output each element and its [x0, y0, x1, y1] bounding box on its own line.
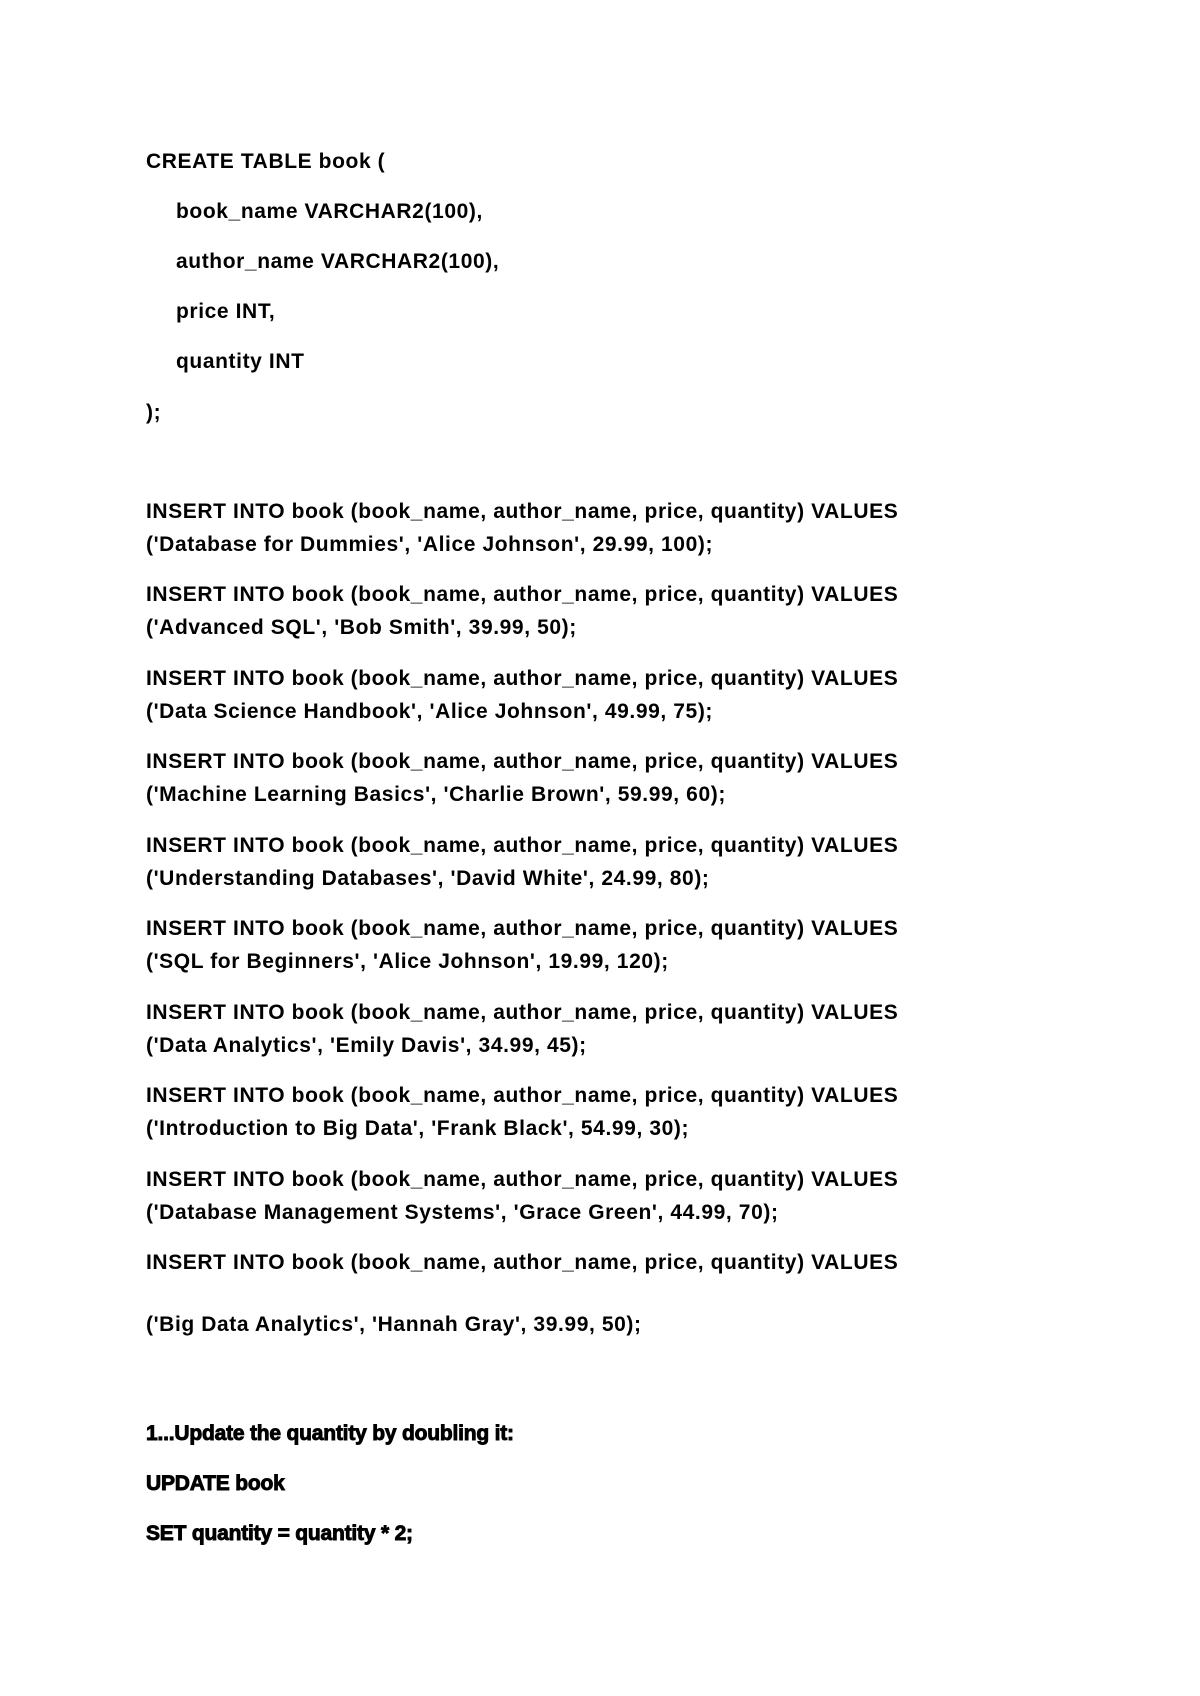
- insert-5-line2: ('Understanding Databases', 'David White', 24.99, 80);: [146, 867, 710, 890]
- insert-2-line1: INSERT INTO book (book_name, author_name, price, quantity) VALUES: [146, 583, 899, 606]
- insert-7-line2: ('Data Analytics', 'Emily Davis', 34.99, 45);: [146, 1034, 587, 1057]
- insert-6-line1: INSERT INTO book (book_name, author_name, price, quantity) VALUES: [146, 917, 899, 940]
- insert-9-line2: ('Database Management Systems', 'Grace Green', 44.99, 70);: [146, 1201, 779, 1224]
- insert-9-line1: INSERT INTO book (book_name, author_name, price, quantity) VALUES: [146, 1168, 899, 1191]
- column-author-name: author_name VARCHAR2(100),: [176, 250, 500, 273]
- set-statement: SET quantity = quantity * 2;: [146, 1522, 413, 1545]
- insert-3-line1: INSERT INTO book (book_name, author_name, price, quantity) VALUES: [146, 667, 899, 690]
- insert-3-line2: ('Data Science Handbook', 'Alice Johnson', 49.99, 75);: [146, 700, 714, 723]
- insert-4-line1: INSERT INTO book (book_name, author_name, price, quantity) VALUES: [146, 750, 899, 773]
- insert-4-line2: ('Machine Learning Basics', 'Charlie Brown', 59.99, 60);: [146, 783, 726, 806]
- insert-10-line1: INSERT INTO book (book_name, author_name, price, quantity) VALUES: [146, 1251, 899, 1274]
- insert-7-line1: INSERT INTO book (book_name, author_name, price, quantity) VALUES: [146, 1001, 899, 1024]
- insert-5-line1: INSERT INTO book (book_name, author_name, price, quantity) VALUES: [146, 834, 899, 857]
- create-table-close: );: [146, 401, 162, 424]
- update-heading: 1...Update the quantity by doubling it:: [146, 1422, 514, 1445]
- insert-10-line2: ('Big Data Analytics', 'Hannah Gray', 39.99, 50);: [146, 1313, 642, 1336]
- insert-8-line2: ('Introduction to Big Data', 'Frank Black', 54.99, 30);: [146, 1117, 690, 1140]
- column-book-name: book_name VARCHAR2(100),: [176, 200, 483, 223]
- insert-1-line2: ('Database for Dummies', 'Alice Johnson', 29.99, 100);: [146, 533, 714, 556]
- create-table-open: CREATE TABLE book (: [146, 150, 386, 173]
- insert-8-line1: INSERT INTO book (book_name, author_name, price, quantity) VALUES: [146, 1084, 899, 1107]
- insert-2-line2: ('Advanced SQL', 'Bob Smith', 39.99, 50);: [146, 616, 577, 639]
- update-statement: UPDATE book: [146, 1472, 285, 1495]
- column-price: price INT,: [176, 300, 276, 323]
- column-quantity: quantity INT: [176, 350, 305, 373]
- insert-1-line1: INSERT INTO book (book_name, author_name, price, quantity) VALUES: [146, 500, 899, 523]
- insert-6-line2: ('SQL for Beginners', 'Alice Johnson', 19.99, 120);: [146, 950, 669, 973]
